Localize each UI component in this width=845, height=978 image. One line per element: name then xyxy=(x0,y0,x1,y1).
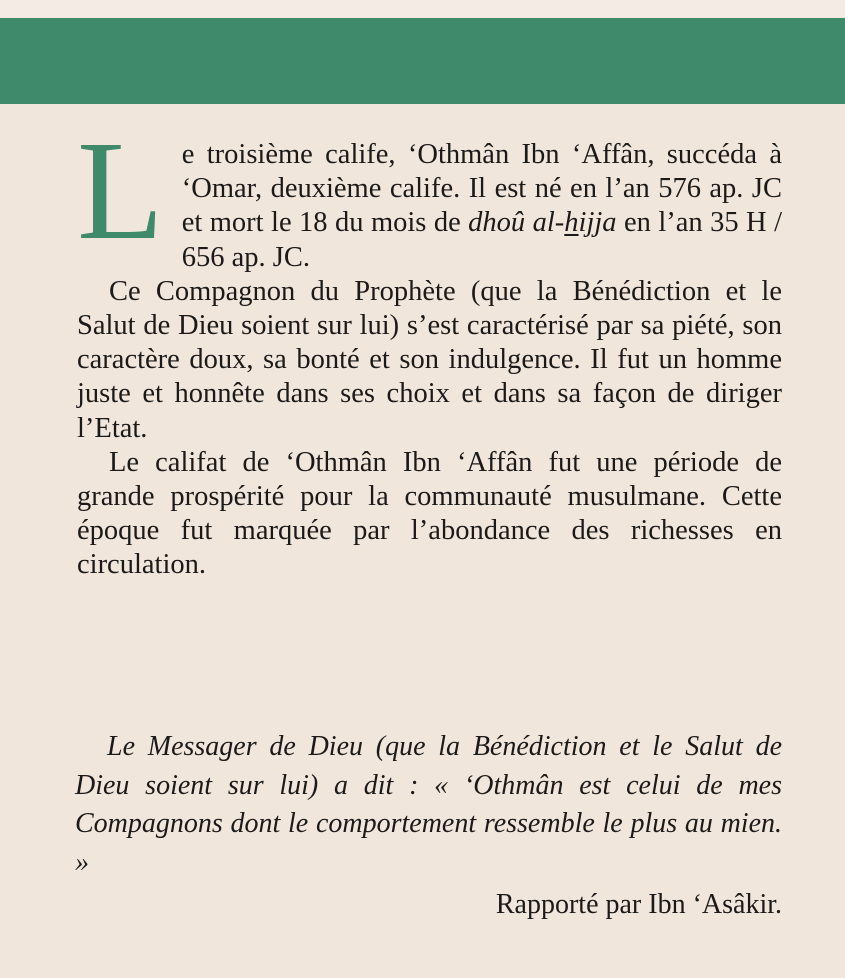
hadith-quote-block xyxy=(75,728,782,924)
paragraph-3: Le califat de ‘Othmân Ibn ‘Affân fut une période de grande prospérité pour la communauté musulmane. Cette époque fut marquée par l’abondance des richesses en circulation. xyxy=(77,446,782,581)
main-text xyxy=(77,111,782,583)
hadith-quote: Le Messager de Dieu (que la Bénédiction et le Salut de Dieu soient sur lui) a dit : « ‘Othmân est celui de mes Compagnons dont le comportement ressemble le plus au mien. » xyxy=(75,731,782,878)
drop-cap: L xyxy=(77,111,164,269)
paragraph-1-italic-underlined: h xyxy=(564,207,579,239)
paragraph-1-text-a: e troisième calife, ‘Othmân Ibn ‘Affân, succéda à ‘Omar, deuxième calife. Il est né en l’an 576 ap. JC et mort le 18 du mois de xyxy=(181,139,782,239)
quote-attribution: Rapporté par Ibn ‘Asâkir. xyxy=(495,889,782,920)
paragraph-1-text-b: en l’an 35 H / 656 ap. JC. xyxy=(181,207,782,273)
paragraph-2: Ce Compagnon du Prophète (que la Bénédiction et le Salut de Dieu soient sur lui) s’est caractérisé par sa piété, son caractère doux, sa bonté et son indulgence. Il fut un homme juste et honnête dans ses choix et dans sa façon de diriger l’Etat. xyxy=(77,275,782,444)
header-band xyxy=(0,18,845,104)
paragraph-1-italic-a: dhoû al- xyxy=(468,207,565,239)
top-margin xyxy=(0,0,845,18)
paragraph-1 xyxy=(77,111,782,275)
paragraph-1-italic-b: ijja xyxy=(578,207,617,239)
